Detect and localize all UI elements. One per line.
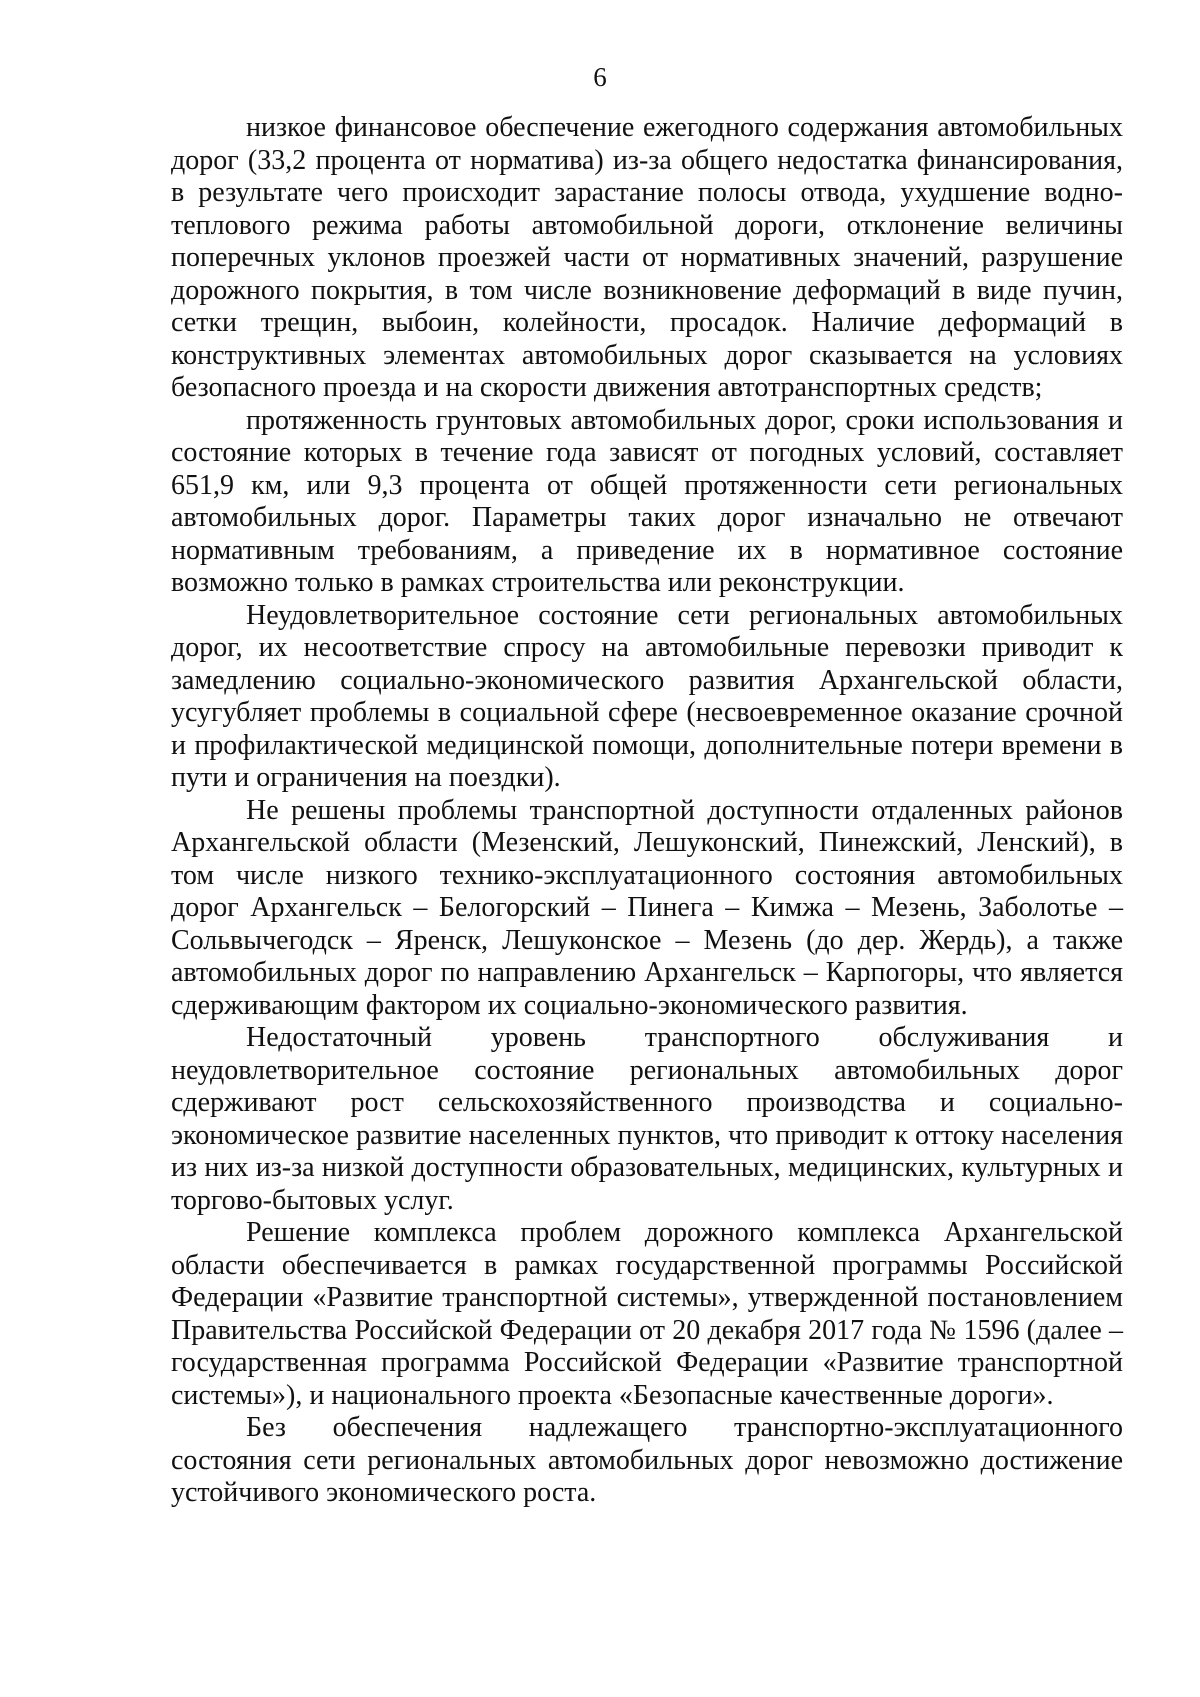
document-body <box>171 112 1123 1510</box>
paragraph-transport-accessibility: Не решены проблемы транспортной доступности отдаленных районов Архангельской области (Мезенский, Лешуконский, Пинежский, Ленский), в том числе низкого технико-эксплуатационного состояния автомобильных дорог Архангельск – Белогорский – Пинега – Кимжа – Мезень, Заболотье – Сольвычегодск – Яренск, Лешуконское – Мезень (до дер. Жердь), а также автомобильных дорог по направлению Архангельск – Карпогоры, что является сдерживающим фактором их социально-экономического развития. <box>171 794 1123 1021</box>
paragraph-state-program: Решение комплекса проблем дорожного комплекса Архангельской области обеспечивается в рамках государственной программы Российской Федерации «Развитие транспортной системы», утвержденной постановлением Правительства Российской Федерации от 20 декабря 2017 года № 1596 (далее – государственная программа Российской Федерации «Развитие транспортной системы»), и национального проекта «Безопасные качественные дороги». <box>171 1217 1123 1411</box>
paragraph-funding: низкое финансовое обеспечение ежегодного содержания автомобильных дорог (33,2 процента от норматива) из-за общего недостатка финансирования, в результате чего происходит зарастание полосы отвода, ухудшение водно-теплового режима работы автомобильной дороги, отклонение величины поперечных уклонов проезжей части от нормативных значений, разрушение дорожного покрытия, в том числе возникновение деформаций в виде пучин, сетки трещин, выбоин, колейности, просадок. Наличие деформаций в конструктивных элементах автомобильных дорог сказывается на условиях безопасного проезда и на скорости движения автотранспортных средств; <box>171 112 1123 403</box>
page-number: 6 <box>593 62 607 92</box>
paragraph-dirt-roads: протяженность грунтовых автомобильных дорог, сроки использования и состояние которых в течение года зависят от погодных условий, составляет 651,9 км, или 9,3 процента от общей протяженности сети региональных автомобильных дорог. Параметры таких дорог изначально не отвечают нормативным требованиям, а приведение их в нормативное состояние возможно только в рамках строительства или реконструкции. <box>171 404 1123 598</box>
paragraph-service-level: Недостаточный уровень транспортного обслуживания и неудовлетворительное состояние региональных автомобильных дорог сдерживают рост сельскохозяйственного производства и социально-экономическое развитие населенных пунктов, что приводит к оттоку населения из них из-за низкой доступности образовательных, медицинских, культурных и торгово-бытовых услуг. <box>171 1022 1123 1216</box>
paragraph-unsatisfactory-state: Неудовлетворительное состояние сети региональных автомобильных дорог, их несоответствие спросу на автомобильные перевозки приводит к замедлению социально-экономического развития Архангельской области, усугубляет проблемы в социальной сфере (несвоевременное оказание срочной и профилактической медицинской помощи, дополнительные потери времени в пути и ограничения на поездки). <box>171 599 1123 793</box>
paragraph-conclusion: Без обеспечения надлежащего транспортно-эксплуатационного состояния сети региональных автомобильных дорог невозможно достижение устойчивого экономического роста. <box>171 1412 1123 1508</box>
